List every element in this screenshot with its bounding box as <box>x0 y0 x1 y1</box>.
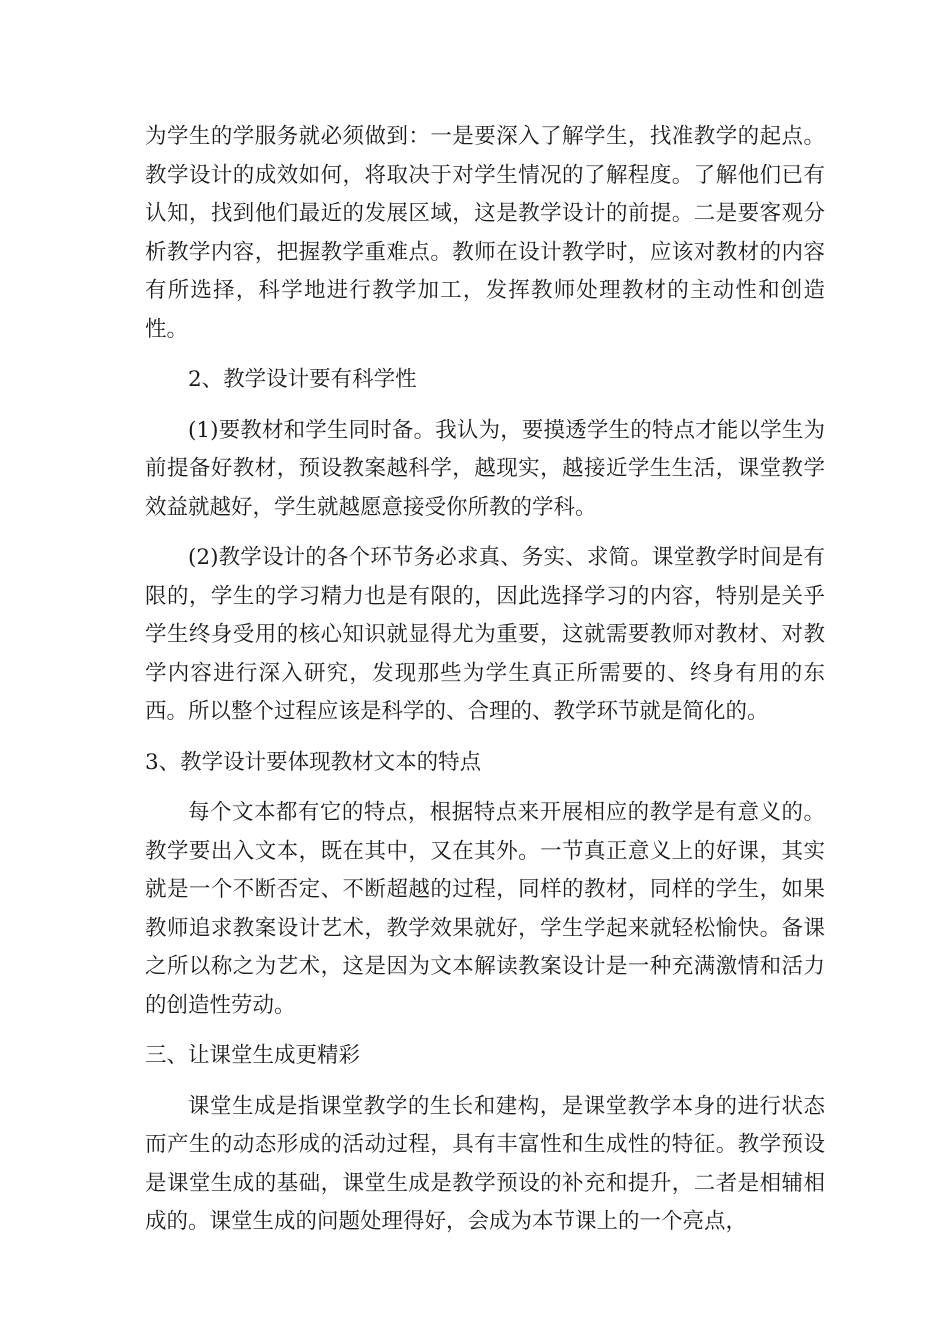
paragraph-intro: 为学生的学服务就必须做到：一是要深入了解学生，找准教学的起点。教学设计的成效如何，将取决于对学生情况的了解程度。了解他们已有认知，找到他们最近的发展区域，这是教学设计的前提。二是要客观分析教学内容，把握教学重难点。教师在设计教学时，应该对教材的内容有所选择，科学地进行教学加工，发挥教师处理教材的主动性和创造性。 <box>145 124 825 342</box>
paragraph-three: 课堂生成是指课堂教学的生长和建构，是课堂教学本身的进行状态而产生的动态形成的活动过程，具有丰富性和生成性的特征。教学预设是课堂生成的基础，课堂生成是教学预设的补充和提升，二者是相辅相成的。课堂生成的问题处理得好，会成为本节课上的一个亮点， <box>145 1093 825 1234</box>
paragraph-3: 每个文本都有它的特点，根据特点来开展相应的教学是有意义的。教学要出入文本，既在其中，又在其外。一节真正意义上的好课，其实就是一个不断否定、不断超越的过程，同样的教材，同样的学生，如果教师追求教案设计艺术，教学效果就好，学生学起来就轻松愉快。备课之所以称之为艺术，这是因为文本解读教案设计是一种充满激情和活力的创造性劳动。 <box>145 800 825 1018</box>
section-heading-3: 3、教学设计要体现教材文本的特点 <box>145 749 482 775</box>
paragraph-2-2: (2)教学设计的各个环节务必求真、务实、求简。课堂教学时间是有限的，学生的学习精力也是有限的，因此选择学习的内容，特别是关乎学生终身受用的核心知识就显得尤为重要，这就需要教师对教材、对教学内容进行深入研究，发现那些为学生真正所需要的、终身有用的东西。所以整个过程应该是科学的、合理的、教学环节就是简化的。 <box>145 545 825 724</box>
chapter-heading-three: 三、让课堂生成更精彩 <box>145 1043 361 1068</box>
paragraph-2-1: (1)要教材和学生同时备。我认为，要摸透学生的特点才能以学生为前提备好教材，预设教案越科学，越现实，越接近学生生活，课堂教学效益就越好，学生就越愿意接受你所教的学科。 <box>145 417 825 520</box>
section-heading-2: 2、教学设计要有科学性 <box>188 367 417 392</box>
document-body <box>145 118 825 1254</box>
